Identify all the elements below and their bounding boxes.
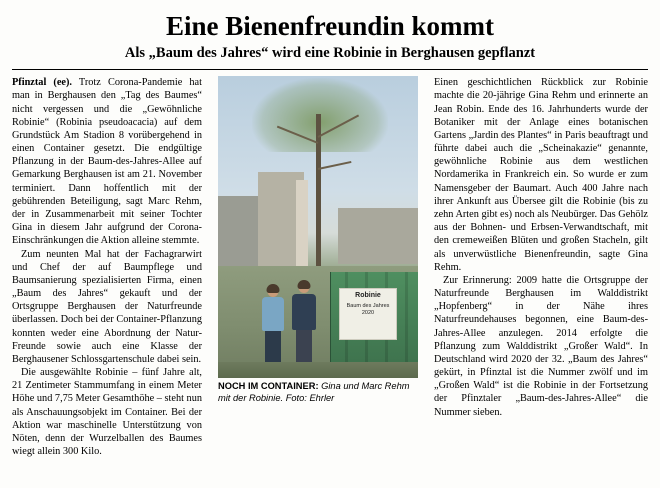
sign-title: Robinie — [355, 292, 381, 300]
tree-branch — [318, 161, 352, 170]
person-hair — [298, 280, 311, 289]
paragraph: Zur Erinnerung: 2009 hatte die Ortsgruppe der Naturfreunde Berghausen im Walddistrikt „Hopfenberg“ in der Nähe ihres Naturfreundehauses begonnen, eine Baum-des-Jahres-Allee anzulegen. 2014 erfolgte die Pflanzung zum Walddistrikt „Großer Wald“. In Deutschland wird 2020 der 32. „Baum des Jahres“ gekürt, in Pfinztal ist die Nummer zwölf und im „Großen Wald“ ist die Robinie in der Fortsetzung der Pfinztaler „Baum-des-Jahres-Allee“ die Nummer sieben. — [434, 274, 648, 418]
column-right — [426, 76, 648, 418]
caption-lead: NOCH IM CONTAINER: — [218, 381, 319, 392]
header-divider — [12, 69, 648, 70]
photo-credit: Foto: Ehrler — [285, 392, 335, 403]
paragraph-lead-text: Trotz Corona-Pandemie hat man in Berghausen den „Tag des Baumes“ nicht vergessen und die „Gewöhnliche Robinie“ (Robinia pseudoacacia) auf dem Grundstück Am Stadion 8 vorübergehend in einen Container gesetzt. Die endgültige Pflanzung in der Baum-des-Jahres-Allee auf Gemarkung Berghausen ist am 21. November terminiert. Dann hoffentlich mit der gebührenden Beteiligung, sagt Marc Rehm, der in Zusammenarbeit mit seiner Tochter Gina in diesem Jahr aufgrund der Corona-Einschränkungen die Aktion alleine stemmte. — [12, 77, 202, 247]
column-left — [12, 76, 210, 458]
foreground-grass — [218, 362, 418, 378]
article-photo — [218, 76, 418, 378]
paragraph-lead — [12, 76, 202, 247]
article-columns — [12, 76, 648, 458]
person-hair — [267, 284, 280, 293]
dateline: Pfinztal (ee). — [12, 77, 72, 89]
sign-text: Baum des Jahres 2020 — [346, 303, 390, 316]
paragraph: Zum neunten Mal hat der Fachagrarwirt und Chef der auf Baumpflege und Baumsanierung spezialisierten Firma, einen „Baum des Jahres“ gekauft und der Ortsgruppe Berghausen der Naturfreunde überlassen. Doch bei der Container-Pflanzung konnten weder eine Abordnung der Natur-Freunde sowie auch eine Klasse der Berghausener Schlossgartenschule dabei sein. — [12, 248, 202, 365]
column-middle — [210, 76, 426, 404]
person-torso — [292, 294, 316, 330]
person-torso — [262, 297, 284, 331]
paragraph: Einen geschichtlichen Rückblick zur Robinie machte die 20-jährige Gina Rehm und erinnerte an Jean Robin. Ende des 16. Jahrhunderts wurde der Botaniker mit der Anlage eines botanischen Gartens „Jardin des Plantes“ in Paris beauftragt und führte dabei auch die „Scheinakazie“ genannte, gewöhnliche Robinie aus dem westlichen Nordamerika in Frankreich ein. So wurde er zum Namensgeber der Baumart. Auch 400 Jahre nach ihrer Ankunft aus Übersee gilt die Robinie (bis zu zehn Arten gibt es) noch als Neubürger. Das Gehölz aus der Bohnen- und Erbsen-Verwandtschaft, mit den cremeweißen Blüten und großen Stacheln, gilt als unverwüstliche Bienenfreundin, sagte Gina Rehm. — [434, 77, 648, 273]
photo-caption — [218, 381, 418, 404]
info-sign — [339, 288, 397, 340]
paragraph: Die ausgewählte Robinie – fünf Jahre alt, 21 Zentimeter Stammumfang in einem Meter Höhe und 7,75 Meter Gesamthöhe – steht nun als Anschauungsobjekt im Container. Bei der Aktion war maschinelle Unterstützung von Nöten, denn der Wurzelballen des Baumes wiegt allein 300 Kilo. — [12, 367, 202, 458]
chimney — [296, 180, 308, 266]
page-title: Eine Bienenfreundin kommt — [165, 11, 495, 41]
caption-body: Gina und Marc Rehm mit der Robinie. — [218, 381, 410, 403]
building-right — [338, 208, 418, 264]
article-subheadline: Als „Baum des Jahres“ wird eine Robinie in Berghausen gepflanzt — [124, 45, 536, 62]
